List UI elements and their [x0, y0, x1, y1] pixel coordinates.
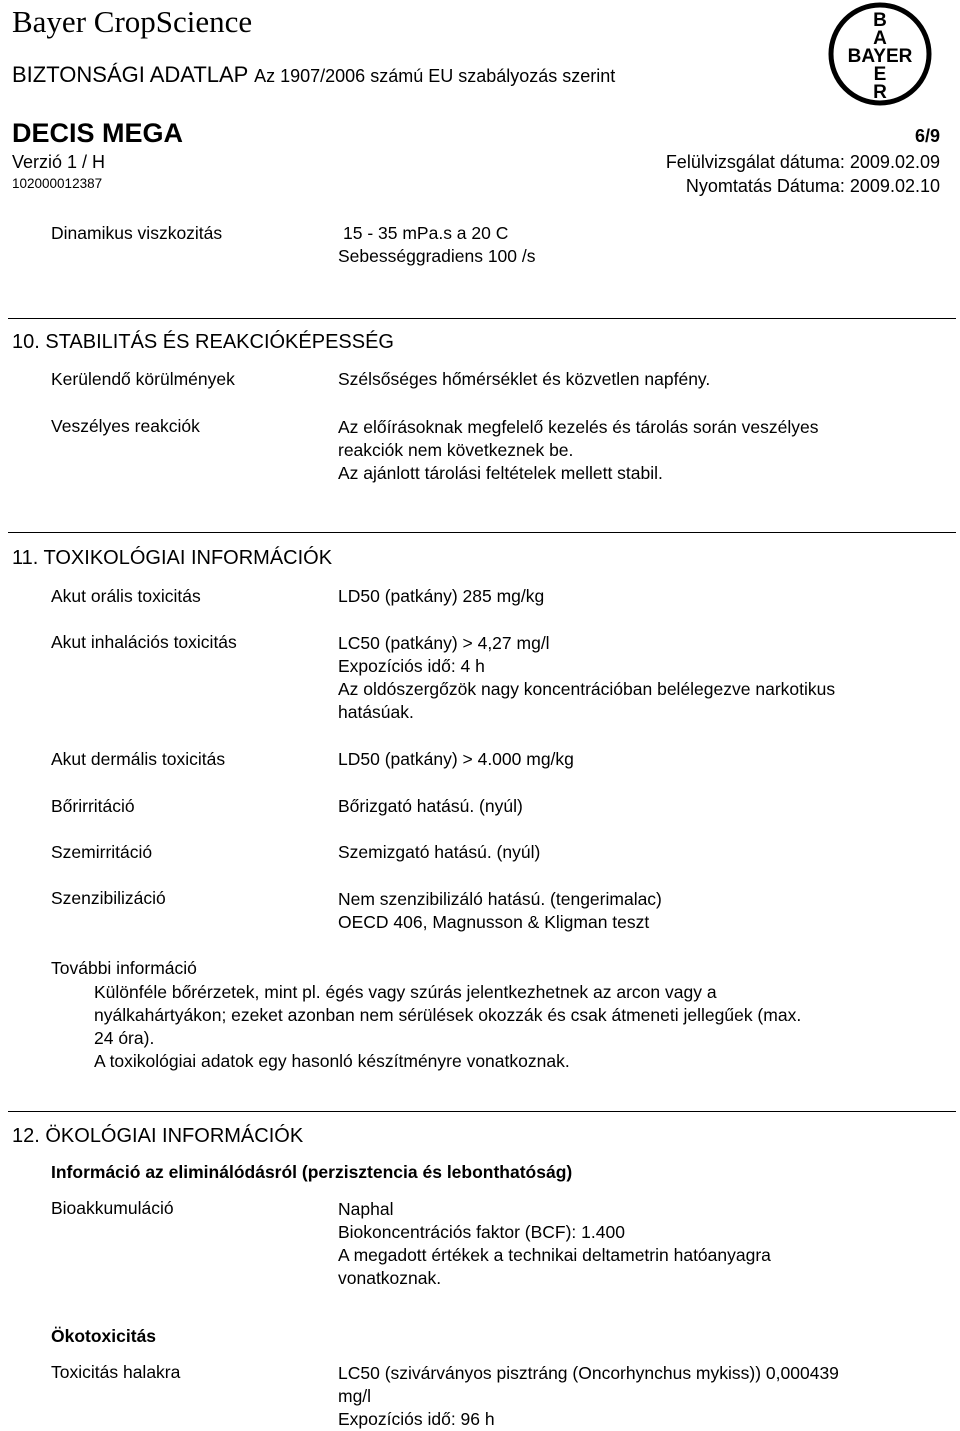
acute-inhalation-label: Akut inhalációs toxicitás: [51, 632, 237, 652]
acute-oral-label: Akut orális toxicitás: [51, 586, 201, 606]
text-line: OECD 406, Magnusson & Kligman teszt: [338, 912, 650, 932]
page-number: 6/9: [914, 126, 940, 146]
acute-inhalation-value: [338, 632, 835, 724]
bioaccumulation-label: Bioakkumuláció: [51, 1198, 174, 1218]
text-line: Az előírásoknak megfelelő kezelés és tárolás során veszélyes: [338, 417, 819, 437]
acute-dermal-value: LD50 (patkány) > 4.000 mg/kg: [338, 749, 574, 769]
sensitization-label: Szenzibilizáció: [51, 888, 166, 908]
text-line: Naphal: [338, 1199, 394, 1219]
ecotoxicity-heading: Ökotoxicitás: [51, 1326, 157, 1346]
section-11-heading: 11. TOXIKOLÓGIAI INFORMÁCIÓK: [12, 547, 333, 569]
logo-word-bayer: BAYER: [847, 46, 913, 67]
eye-irritation-label: Szemirritáció: [51, 842, 153, 862]
text-line: LC50 (szivárványos pisztráng (Oncorhynchus mykiss)) 0,000439: [338, 1363, 839, 1383]
skin-irritation-value: Bőrizgató hatású. (nyúl): [338, 796, 523, 816]
text-line: Különféle bőrérzetek, mint pl. égés vagy szúrás jelentkezhetnek az arcon vagy a: [94, 982, 717, 1002]
viscosity-label: Dinamikus viszkozitás: [51, 223, 223, 243]
hazardous-reactions-value: [338, 416, 819, 485]
text-line: Biokoncentrációs faktor (BCF): 1.400: [338, 1222, 625, 1242]
text-line: nyálkahártyákon; ezeket azonban nem sérülések okozzák és csak átmeneti jellegűek (max.: [94, 1005, 802, 1025]
bayer-cross-logo: [828, 2, 932, 106]
section-divider: [8, 318, 956, 319]
text-line: Expozíciós idő: 4 h: [338, 656, 485, 676]
eye-irritation-value: Szemizgató hatású. (nyúl): [338, 842, 541, 862]
document-subtitle: Az 1907/2006 számú EU szabályozás szerint: [254, 66, 616, 86]
logo-letter-e: E: [873, 64, 887, 85]
section-12-heading: 12. ÖKOLÓGIAI INFORMÁCIÓK: [12, 1125, 304, 1147]
product-code: 102000012387: [12, 176, 103, 191]
document-title-main: BIZTONSÁGI ADATLAP: [12, 62, 248, 87]
further-information-label: További információ: [51, 958, 197, 978]
logo-letter-a: A: [873, 28, 887, 49]
text-line: Az oldószergőzök nagy koncentrációban belélegezve narkotikus: [338, 679, 836, 699]
text-line: LC50 (patkány) > 4,27 mg/l: [338, 633, 550, 653]
company-name: Bayer CropScience: [12, 4, 253, 39]
print-date: Nyomtatás Dátuma: 2009.02.10: [685, 176, 940, 196]
text-line: A megadott értékek a technikai deltametrin hatóanyagra: [338, 1245, 771, 1265]
conditions-to-avoid-label: Kerülendő körülmények: [51, 369, 235, 389]
bioaccumulation-value: [338, 1198, 771, 1290]
further-information-text: [94, 981, 801, 1073]
viscosity-shear-rate: Sebességgradiens 100 /s: [338, 246, 536, 266]
skin-irritation-label: Bőrirritáció: [51, 796, 135, 816]
text-line: Nem szenzibilizáló hatású. (tengerimalac): [338, 889, 662, 909]
section-divider: [8, 532, 956, 533]
section-divider: [8, 1111, 956, 1112]
text-line: vonatkoznak.: [338, 1268, 442, 1288]
text-line: 24 óra).: [94, 1028, 155, 1048]
fish-toxicity-value: [338, 1362, 839, 1431]
section-10-heading: 10. STABILITÁS ÉS REAKCIÓKÉPESSÉG: [12, 331, 394, 353]
document-title: [12, 62, 615, 88]
text-line: hatásúak.: [338, 702, 414, 722]
text-line: mg/l: [338, 1386, 372, 1406]
version: Verzió 1 / H: [12, 152, 106, 172]
product-name: DECIS MEGA: [12, 118, 184, 148]
text-line: reakciók nem következnek be.: [338, 440, 574, 460]
logo-letter-r: R: [873, 82, 887, 103]
acute-oral-value: LD50 (patkány) 285 mg/kg: [338, 586, 545, 606]
fish-toxicity-label: Toxicitás halakra: [51, 1362, 181, 1382]
hazardous-reactions-label: Veszélyes reakciók: [51, 416, 200, 436]
text-line: Az ajánlott tárolási feltételek mellett stabil.: [338, 463, 663, 483]
conditions-to-avoid-value: Szélsőséges hőmérséklet és közvetlen napfény.: [338, 369, 711, 389]
viscosity-value: 15 - 35 mPa.s a 20 C: [343, 223, 509, 243]
logo-letter-b: B: [873, 10, 887, 31]
text-line: Expozíciós idő: 96 h: [338, 1409, 495, 1429]
elimination-subheading: Információ az eliminálódásról (perzisztencia és lebonthatóság): [51, 1162, 573, 1182]
sensitization-value: [338, 888, 662, 934]
acute-dermal-label: Akut dermális toxicitás: [51, 749, 226, 769]
revision-date: Felülvizsgálat dátuma: 2009.02.09: [665, 152, 940, 172]
text-line: A toxikológiai adatok egy hasonló készítményre vonatkoznak.: [94, 1051, 570, 1071]
